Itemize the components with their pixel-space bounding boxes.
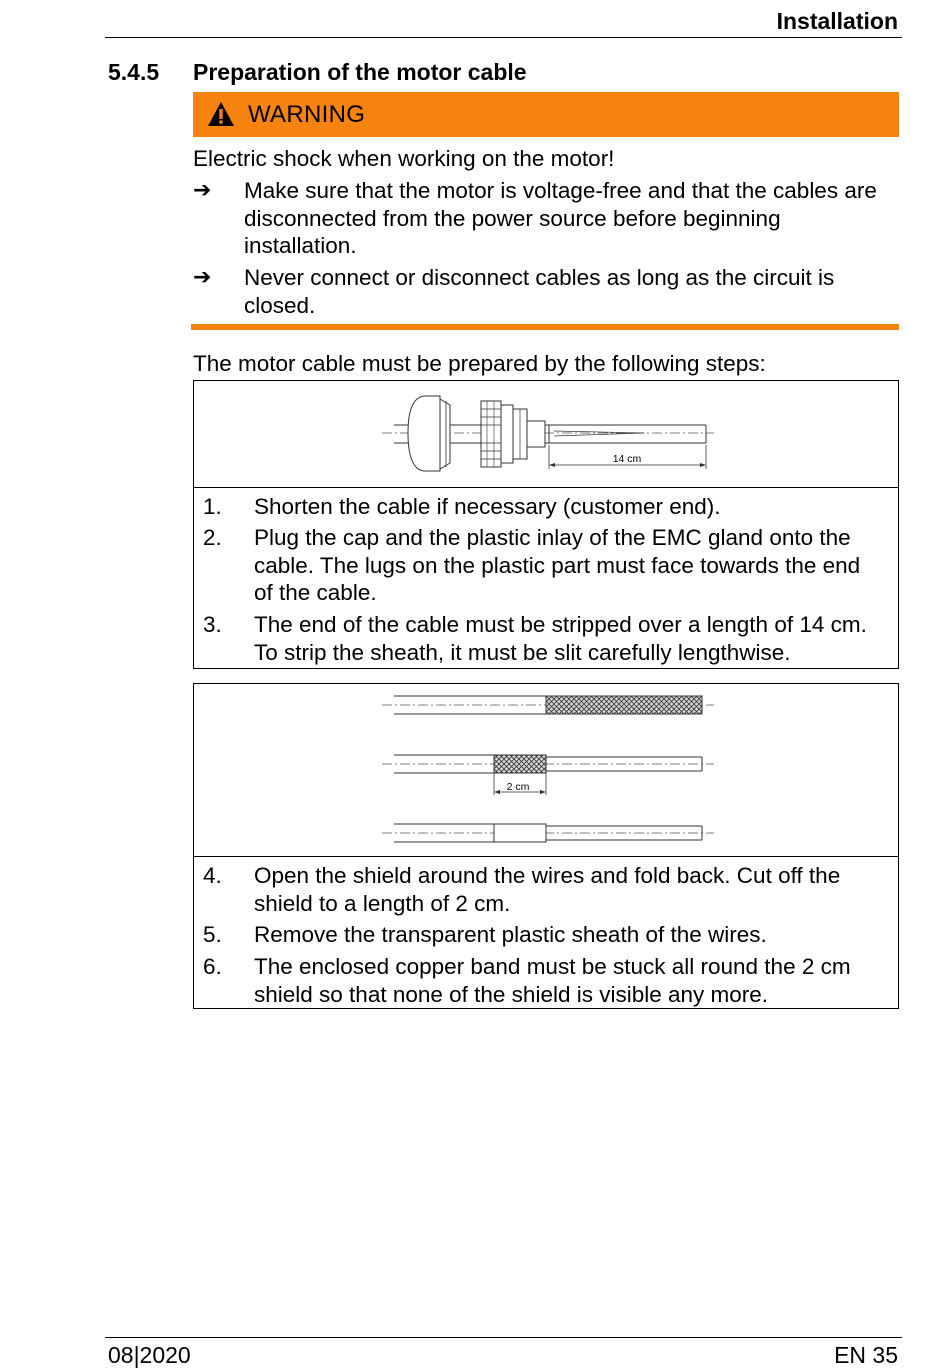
box-divider bbox=[194, 487, 898, 488]
warning-triangle-icon bbox=[207, 101, 235, 127]
cable-gland-figure bbox=[194, 381, 898, 487]
dimension-label-14cm: 14 cm bbox=[612, 453, 642, 465]
step-number: 5. bbox=[203, 922, 222, 947]
step-number: 6. bbox=[203, 954, 222, 979]
step-text: Plug the cap and the plastic inlay of the EMC gland onto the cable. The lugs on the plastic part must face towards the end of the cable. bbox=[254, 525, 861, 605]
intro-text: The motor cable must be prepared by the following steps: bbox=[193, 351, 766, 376]
arrow-right-icon: ➔ bbox=[193, 264, 212, 289]
warning-end-rule bbox=[191, 324, 899, 330]
dimension-label-2cm: 2 cm bbox=[506, 781, 530, 793]
step-text: Open the shield around the wires and fold back. Cut off the shield to a length of 2 cm. bbox=[254, 863, 841, 916]
step-text: The end of the cable must be stripped over a length of 14 cm. To strip the sheath, it must be slit carefully lengthwise. bbox=[254, 612, 867, 665]
step-text: The enclosed copper band must be stuck all round the 2 cm shield so that none of the shield is visible any more. bbox=[254, 954, 851, 1007]
footer-rule bbox=[105, 1337, 902, 1338]
running-header: Installation bbox=[776, 8, 898, 34]
instruction-box-1 bbox=[193, 380, 899, 669]
step-number: 2. bbox=[203, 525, 222, 550]
step-number: 3. bbox=[203, 612, 222, 637]
section-title: Preparation of the motor cable bbox=[193, 59, 527, 85]
warning-action-2: Never connect or disconnect cables as long as the circuit is closed. bbox=[244, 265, 835, 318]
warning-banner bbox=[193, 92, 899, 137]
section-number: 5.4.5 bbox=[108, 59, 160, 85]
step-text: Remove the transparent plastic sheath of the wires. bbox=[254, 922, 767, 947]
warning-label: WARNING bbox=[248, 101, 366, 128]
step-number: 4. bbox=[203, 863, 222, 888]
header-rule bbox=[105, 37, 902, 38]
step-number: 1. bbox=[203, 494, 222, 519]
footer-page-number: EN 35 bbox=[834, 1342, 898, 1368]
warning-action-1: Make sure that the motor is voltage-free and that the cables are disconnected from the power source before beginning installation. bbox=[244, 178, 877, 258]
step-text: Shorten the cable if necessary (customer end). bbox=[254, 494, 721, 519]
arrow-right-icon: ➔ bbox=[193, 177, 212, 202]
shield-preparation-figure bbox=[194, 684, 898, 856]
footer-date: 08|2020 bbox=[108, 1342, 191, 1368]
warning-hazard-text: Electric shock when working on the motor! bbox=[193, 146, 615, 171]
instruction-box-2 bbox=[193, 683, 899, 1009]
box-divider bbox=[194, 856, 898, 857]
